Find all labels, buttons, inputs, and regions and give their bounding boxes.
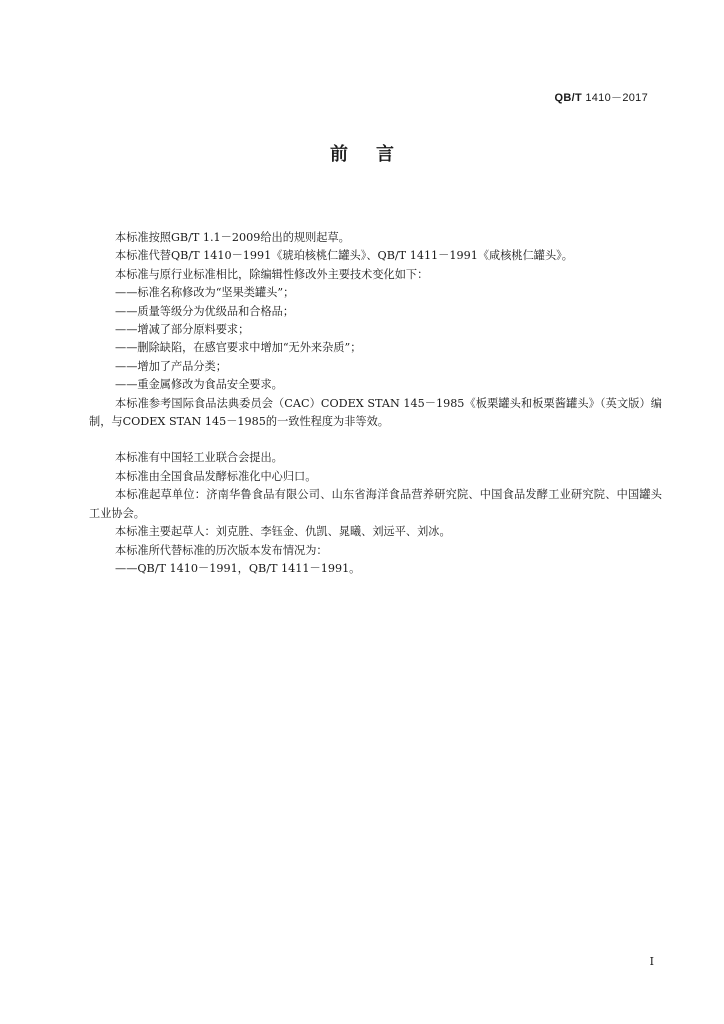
paragraph: 本标准按照GB/T 1.1－2009给出的规则起草。 <box>115 231 350 244</box>
list-item: ——QB/T 1410－1991，QB/T 1411－1991。 <box>115 561 361 575</box>
paragraph-gap <box>89 431 662 449</box>
list-item: ——增减了部分原料要求； <box>115 323 250 337</box>
list-item: ——质量等级分为优级品和合格品； <box>115 304 295 318</box>
standard-code-prefix: QB/T <box>554 92 582 104</box>
list-item: ——重金属修改为食品安全要求。 <box>115 378 283 392</box>
page-number: I <box>649 955 654 968</box>
page-title: 前言 <box>330 144 422 165</box>
paragraph: 本标准参考国际食品法典委员会（CAC）CODEX STAN 145－1985《板栗罐头和板栗酱罐头》（英文版）编制，与CODEX STAN 145－1985的一致性程度为非等效。 <box>89 396 662 429</box>
paragraph: 本标准有中国轻工业联合会提出。 <box>115 451 283 465</box>
list-item: ——增加了产品分类； <box>115 359 227 373</box>
foreword-body <box>89 229 662 578</box>
standard-code-number: 1410－2017 <box>585 92 648 104</box>
paragraph: 本标准由全国食品发酵标准化中心归口。 <box>115 469 317 483</box>
standard-code <box>555 89 649 105</box>
paragraph: 本标准主要起草人：刘克胜、李钰金、仇凯、晁曦、刘远平、刘冰。 <box>115 525 451 539</box>
paragraph: 本标准与原行业标准相比，除编辑性修改外主要技术变化如下： <box>115 267 429 281</box>
list-item: ——标准名称修改为“坚果类罐头”； <box>115 286 295 300</box>
paragraph: 本标准所代替标准的历次版本发布情况为： <box>115 543 328 557</box>
paragraph: 本标准起草单位：济南华鲁食品有限公司、山东省海洋食品营养研究院、中国食品发酵工业研究院、中国罐头工业协会。 <box>89 488 662 520</box>
list-item: ——删除缺陷，在感官要求中增加“无外来杂质”； <box>115 341 362 355</box>
paragraph: 本标准代替QB/T 1410－1991《琥珀核桃仁罐头》、QB/T 1411－1991《咸核桃仁罐头》。 <box>115 249 573 263</box>
